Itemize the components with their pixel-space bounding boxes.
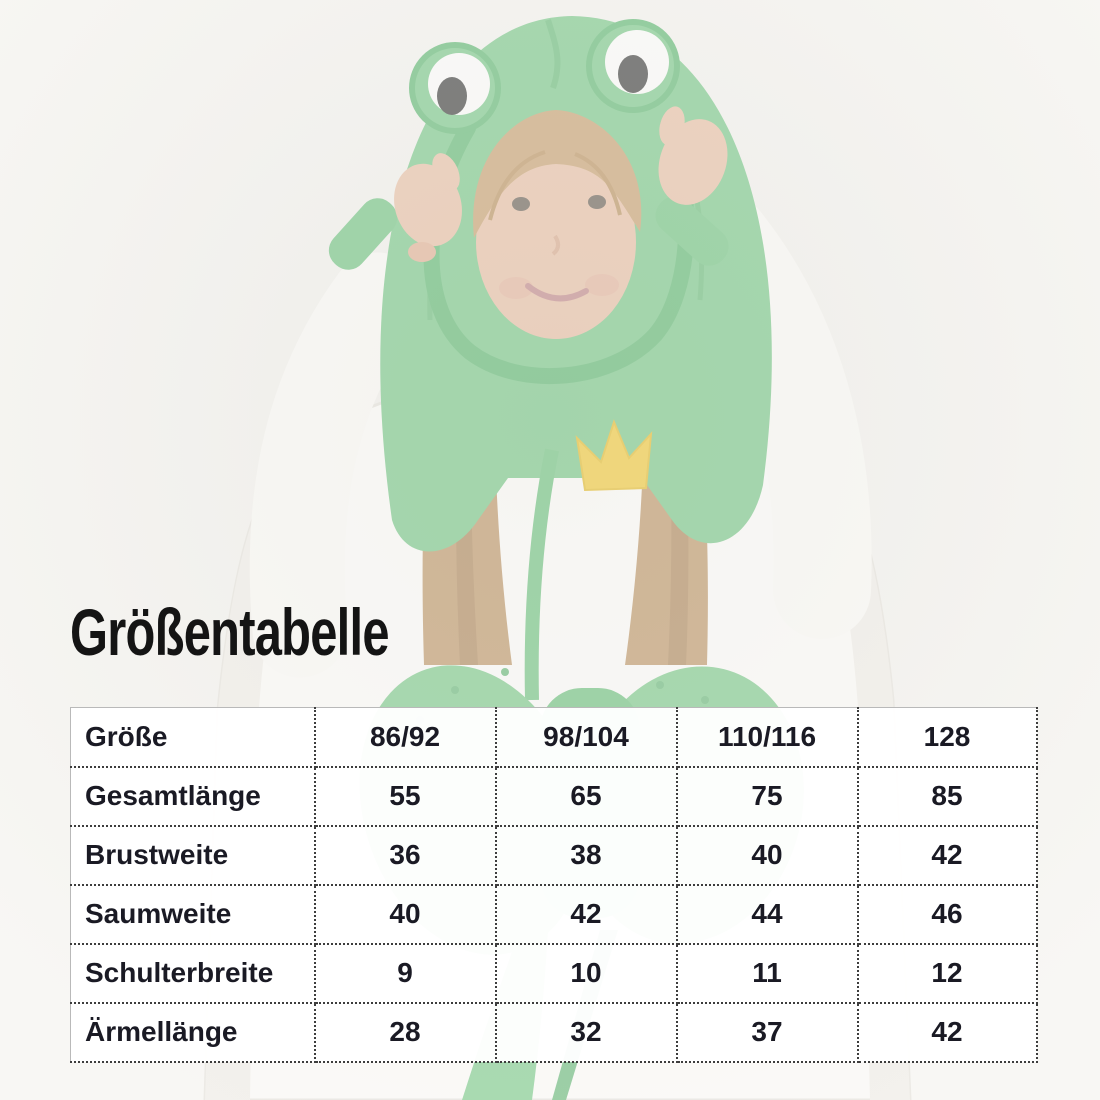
cell-value: 55 xyxy=(315,767,496,826)
size-table xyxy=(70,707,1038,1063)
left-eye xyxy=(512,197,530,211)
table-row xyxy=(71,885,1037,944)
row-label-gesamtlaenge: Gesamtlänge xyxy=(71,767,315,826)
cell-value: 46 xyxy=(858,885,1037,944)
row-label-brustweite: Brustweite xyxy=(71,826,315,885)
frog-eye-left xyxy=(412,45,498,131)
cell-value: 38 xyxy=(496,826,677,885)
column-header-110-116: 110/116 xyxy=(677,708,858,767)
right-cheek xyxy=(585,274,619,296)
cell-value: 42 xyxy=(496,885,677,944)
cell-value: 75 xyxy=(677,767,858,826)
table-header-row xyxy=(71,708,1037,767)
cell-value: 12 xyxy=(858,944,1037,1003)
column-header-groesse: Größe xyxy=(71,708,315,767)
cell-value: 11 xyxy=(677,944,858,1003)
row-label-saumweite: Saumweite xyxy=(71,885,315,944)
cell-value: 44 xyxy=(677,885,858,944)
column-header-128: 128 xyxy=(858,708,1037,767)
cell-value: 40 xyxy=(315,885,496,944)
column-header-86-92: 86/92 xyxy=(315,708,496,767)
table-row xyxy=(71,1003,1037,1062)
table-row xyxy=(71,767,1037,826)
right-eye xyxy=(588,195,606,209)
row-label-schulterbreite: Schulterbreite xyxy=(71,944,315,1003)
row-label-aermellaenge: Ärmellänge xyxy=(71,1003,315,1062)
frog-eye-right xyxy=(589,22,677,110)
cell-value: 32 xyxy=(496,1003,677,1062)
child-face xyxy=(473,110,641,339)
column-header-98-104: 98/104 xyxy=(496,708,677,767)
cell-value: 40 xyxy=(677,826,858,885)
table-row xyxy=(71,826,1037,885)
cell-value: 42 xyxy=(858,1003,1037,1062)
cell-value: 65 xyxy=(496,767,677,826)
page-title: Größentabelle xyxy=(70,595,389,669)
cell-value: 42 xyxy=(858,826,1037,885)
cell-value: 85 xyxy=(858,767,1037,826)
cell-value: 10 xyxy=(496,944,677,1003)
cell-value: 36 xyxy=(315,826,496,885)
cell-value: 37 xyxy=(677,1003,858,1062)
table-row xyxy=(71,944,1037,1003)
cell-value: 9 xyxy=(315,944,496,1003)
cell-value: 28 xyxy=(315,1003,496,1062)
